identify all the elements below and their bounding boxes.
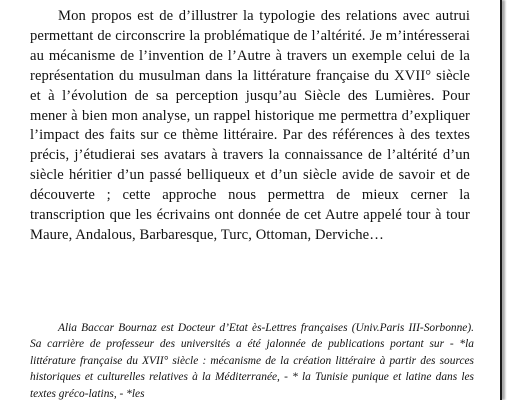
intro-paragraph: Mon propos est de d’illustrer la typologie des relations avec autrui permettant de circonscrire la problématique de l’altérité. Je m’intéresserai au mécanisme de l’invention de l’Autre à travers un exemple celui de la représentation du musulman dans la littérature française du XVII° siècle et à l’évolution de sa perception jusqu’au Siècle des Lumières. Pour mener à bien mon analyse, un rappel historique me permettra d’expliquer l’impact des faits sur ce thème littéraire. Par des références à des textes précis, j’étudierai ses avatars à travers la connaissance de l’altérité d’un siècle héritier d’un passé belliqueux et d’un siècle avide de savoir et de découverte ; cette approche nous permettra de mieux cerner la transcription que les écrivains ont donnée de cet Autre appelé tour à tour Maure, Andalous, Barbaresque, Turc, Ottoman, Derviche…: [30, 8, 470, 243]
author-bio-paragraph: Alia Baccar Bournaz est Docteur d’Etat ès-Lettres françaises (Univ.Paris III-Sorbonne). Sa carrière de professeur des universités a été jalonnée de publications portant sur - *la littérature française du XVII° siècle : mécanisme de la création littéraire à partir des sources historiques et culturelles relatives à la Méditerranée, - * la Tunisie punique et latine dans les textes gréco-latins, - *les: [30, 322, 474, 400]
